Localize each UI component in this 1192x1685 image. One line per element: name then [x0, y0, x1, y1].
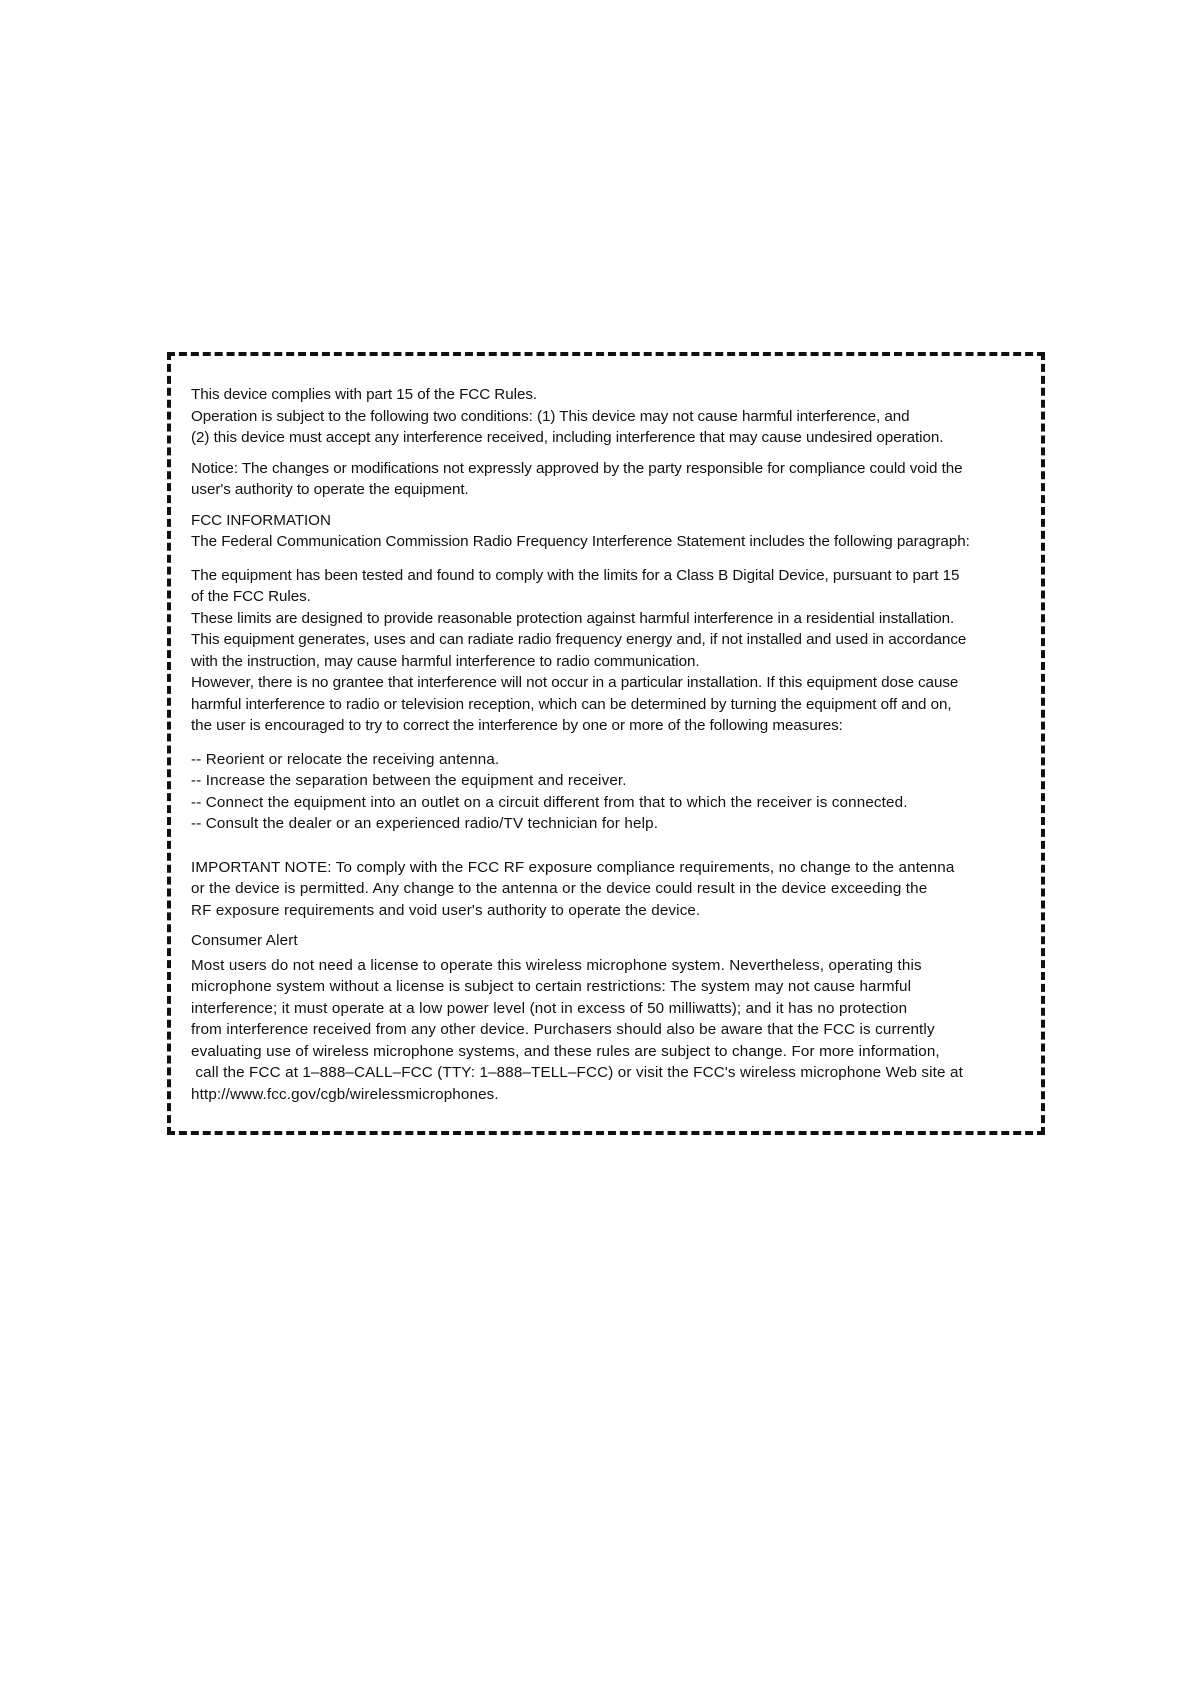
important-note-line: or the device is permitted. Any change to the antenna or the device could result in the device exceeding the: [191, 880, 928, 897]
important-note: [191, 857, 1025, 922]
consumer-alert-line: call the FCC at 1–888–CALL–FCC (TTY: 1–888–TELL–FCC) or visit the FCC's wireless microphone Web site at: [191, 1064, 963, 1081]
consumer-alert-line: evaluating use of wireless microphone systems, and these rules are subject to change. For more information,: [191, 1042, 940, 1060]
fcc-notice-box: [167, 352, 1045, 1135]
compliance-line: This device complies with part 15 of the FCC Rules.: [191, 386, 538, 403]
class-b-statement: [191, 565, 1025, 737]
fcc-website-link[interactable]: http://www.fcc.gov/cgb/wirelessmicrophones.: [191, 1085, 499, 1103]
measure-item: -- Consult the dealer or an experienced radio/TV technician for help.: [191, 815, 659, 832]
notice-line: user's authority to operate the equipment.: [191, 481, 469, 498]
measure-item: -- Connect the equipment into an outlet on a circuit different from that to which the receiver is connected.: [191, 793, 908, 811]
measure-item: -- Increase the separation between the equipment and receiver.: [191, 772, 627, 789]
consumer-alert: [191, 930, 1025, 1105]
measure-item: -- Reorient or relocate the receiving antenna.: [191, 750, 500, 768]
class-b-line: The equipment has been tested and found to comply with the limits for a Class B Digital Device, pursuant to part 15: [191, 566, 960, 584]
class-b-line: of the FCC Rules.: [191, 588, 311, 605]
class-b-line: harmful interference to radio or television reception, which can be determined by turning the equipment off and on,: [191, 695, 952, 713]
important-note-line: IMPORTANT NOTE: To comply with the FCC RF exposure compliance requirements, no change to the antenna: [191, 858, 955, 876]
compliance-line: (2) this device must accept any interference received, including interference that may cause undesired operation.: [191, 429, 944, 446]
consumer-alert-line: interference; it must operate at a low power level (not in excess of 50 milliwatts); and it has no protection: [191, 999, 908, 1017]
important-note-line: RF exposure requirements and void user's authority to operate the device.: [191, 901, 701, 919]
class-b-line: the user is encouraged to try to correct the interference by one or more of the following measures:: [191, 717, 843, 734]
compliance-line: Operation is subject to the following two conditions: (1) This device may not cause harmful interference, and: [191, 407, 910, 425]
modification-notice: [191, 458, 1025, 501]
class-b-line: However, there is no grantee that interference will not occur in a particular installation. If this equipment dose cause: [191, 674, 959, 691]
fcc-information: [191, 510, 1025, 553]
consumer-alert-heading: Consumer Alert: [191, 932, 298, 949]
class-b-line: This equipment generates, uses and can radiate radio frequency energy and, if not installed and used in accordance: [191, 631, 967, 648]
class-b-line: with the instruction, may cause harmful interference to radio communication.: [191, 652, 700, 670]
fcc-information-statement: The Federal Communication Commission Radio Frequency Interference Statement includes the following paragraph:: [191, 533, 970, 550]
fcc-information-heading: FCC INFORMATION: [191, 511, 331, 529]
measures-list: [191, 749, 1025, 835]
consumer-alert-line: microphone system without a license is subject to certain restrictions: The system may not cause harmful: [191, 978, 912, 995]
notice-line: Notice: The changes or modifications not expressly approved by the party responsible for compliance could void the: [191, 459, 963, 477]
compliance-statement: [191, 384, 1025, 449]
class-b-line: These limits are designed to provide reasonable protection against harmful interference in a residential installation.: [191, 609, 955, 627]
consumer-alert-line: Most users do not need a license to operate this wireless microphone system. Nevertheless, operating this: [191, 956, 922, 974]
consumer-alert-line: from interference received from any other device. Purchasers should also be aware that the FCC is currently: [191, 1021, 935, 1038]
